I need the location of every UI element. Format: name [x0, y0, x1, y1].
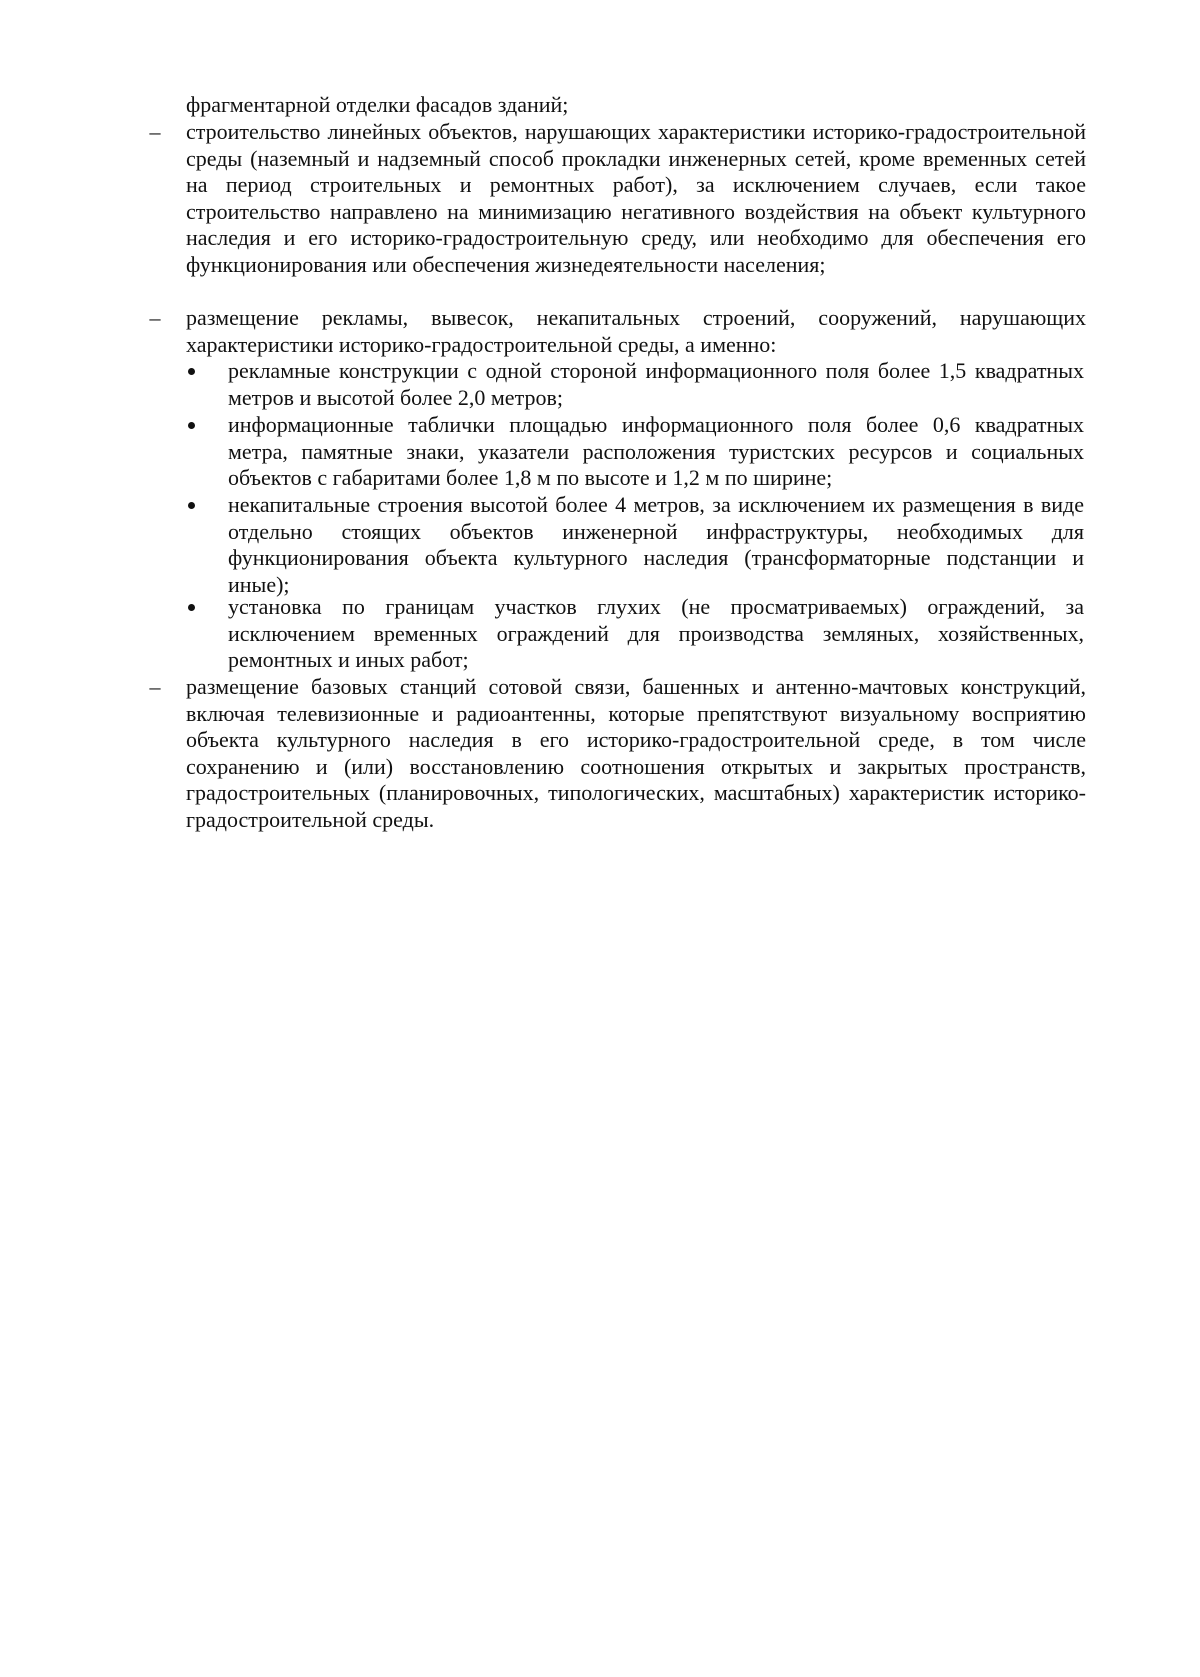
sub-list-item: [228, 594, 1084, 674]
paragraph-continuation: фрагментарной отделки фасадов зданий;: [186, 92, 569, 117]
dash-marker: –: [149, 305, 161, 330]
sub-list-item: [228, 492, 1084, 598]
sub-list-item-text: рекламные конструкции с одной стороной информационного поля более 1,5 квадратных метров и высотой более 2,0 метров;: [228, 358, 1084, 410]
sub-list-item-text: установка по границам участков глухих (не просматриваемых) ограждений, за исключением временных ограждений для производства земляных, хозяйственных, ремонтных и иных работ;: [228, 594, 1084, 673]
sub-list-item: [228, 358, 1084, 411]
list-item-text: строительство линейных объектов, нарушающих характеристики историко-градостроительной среды (наземный и надземный способ прокладки инженерных сетей, кроме временных сетей на период строительных и ремонтных работ), за исключением случаев, если такое строительство направлено на минимизацию негативного воздействия на объект культурного наследия и его историко-градостроительную среду, или необходимо для обеспечения его функционирования или обеспечения жизнедеятельности населения;: [186, 119, 1086, 277]
bullet-icon: [188, 368, 195, 375]
dash-marker: –: [149, 119, 161, 144]
dash-marker: –: [149, 674, 161, 699]
sub-list-item-text: некапитальные строения высотой более 4 метров, за исключением их размещения в виде отдельно стоящих объектов инженерной инфраструктуры, необходимых для функционирования объекта культурного наследия (трансформаторные подстанции и иные);: [228, 492, 1084, 597]
list-item: [149, 305, 1086, 358]
list-item: [149, 119, 1086, 279]
list-item-text: размещение базовых станций сотовой связи, башенных и антенно-мачтовых конструкций, включая телевизионные и радиоантенны, которые препятствуют визуальному восприятию объекта культурного наследия в его историко-градостроительной среде, в том числе сохранению и (или) восстановлению соотношения открытых и закрытых пространств, градостроительных (планировочных, типологических, масштабных) характеристик историко-градостроительной среды.: [186, 674, 1086, 832]
bullet-icon: [188, 502, 195, 509]
sub-list-item: [228, 412, 1084, 492]
bullet-icon: [188, 604, 195, 611]
list-item-text: размещение рекламы, вывесок, некапитальных строений, сооружений, нарушающих характеристики историко-градостроительной среды, а именно:: [186, 305, 1086, 357]
bullet-icon: [188, 422, 195, 429]
sub-list-item-text: информационные таблички площадью информационного поля более 0,6 квадратных метра, памятные знаки, указатели расположения туристских ресурсов и социальных объектов с габаритами более 1,8 м по высоте и 1,2 м по ширине;: [228, 412, 1084, 491]
list-item: [149, 674, 1086, 834]
